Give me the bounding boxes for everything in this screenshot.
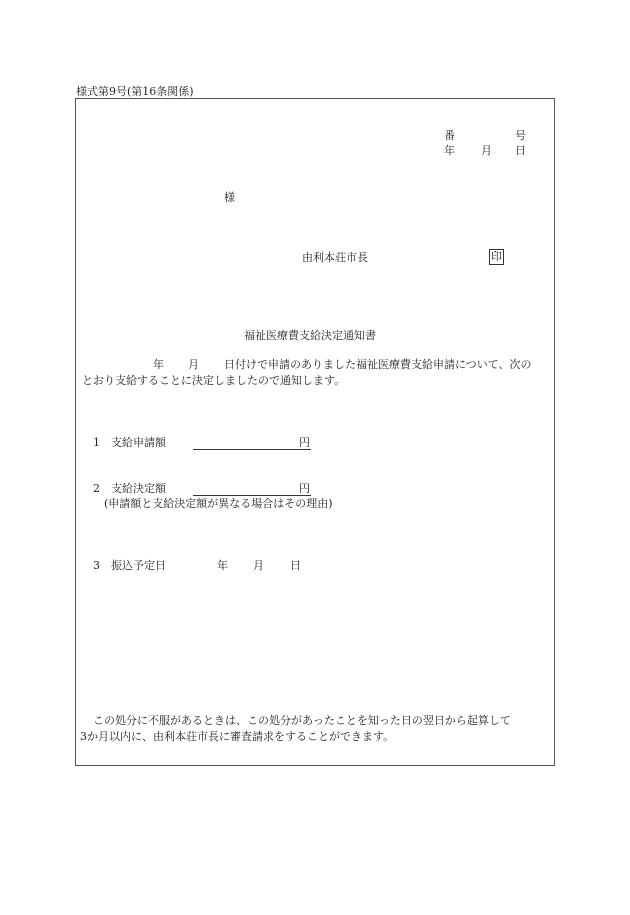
form-label: 様式第9号(第16条関係) (76, 85, 194, 98)
item2-label: 支給決定額 (111, 482, 166, 495)
item3-day: 日 (290, 559, 301, 572)
number-suffix: 号 (515, 129, 526, 142)
date-month: 月 (481, 144, 492, 157)
item1-label: 支給申請額 (111, 436, 166, 449)
item3-number: 3 (93, 559, 100, 572)
item1-amount-line (193, 435, 311, 450)
official-seal: 印 (491, 250, 502, 263)
item3-month: 月 (253, 559, 264, 572)
document-title: 福祉医療費支給決定通知書 (244, 329, 376, 342)
issuer-name: 由利本荘市長 (302, 251, 368, 264)
appeal-notice-line2: 3か月以内に、由利本荘市長に審査請求をすることができます。 (80, 730, 395, 743)
body-date-month: 月 (188, 358, 199, 371)
body-text-line2: とおり支給することに決定しましたので通知します。 (82, 374, 346, 387)
date-year: 年 (444, 144, 455, 157)
item3-label: 振込予定日 (111, 559, 166, 572)
item2-note: (申請額と支給決定額が異なる場合はその理由) (104, 497, 333, 510)
notice-form (75, 98, 555, 766)
item1-unit: 円 (299, 436, 310, 449)
appeal-notice-line1: この処分に不服があるときは、この処分があったことを知った日の翌日から起算して (93, 714, 511, 727)
date-day: 日 (515, 144, 526, 157)
item2-amount-line (193, 481, 311, 496)
item2-number: 2 (93, 482, 100, 495)
body-date-year: 年 (153, 358, 164, 371)
item2-unit: 円 (299, 482, 310, 495)
recipient-honorific: 様 (224, 191, 235, 204)
item1-number: 1 (93, 436, 100, 449)
item3-year: 年 (217, 559, 228, 572)
number-label: 番 (444, 129, 455, 142)
body-text-line1: 日付けで申請のありました福祉医療費支給申請について、次の (224, 358, 532, 371)
